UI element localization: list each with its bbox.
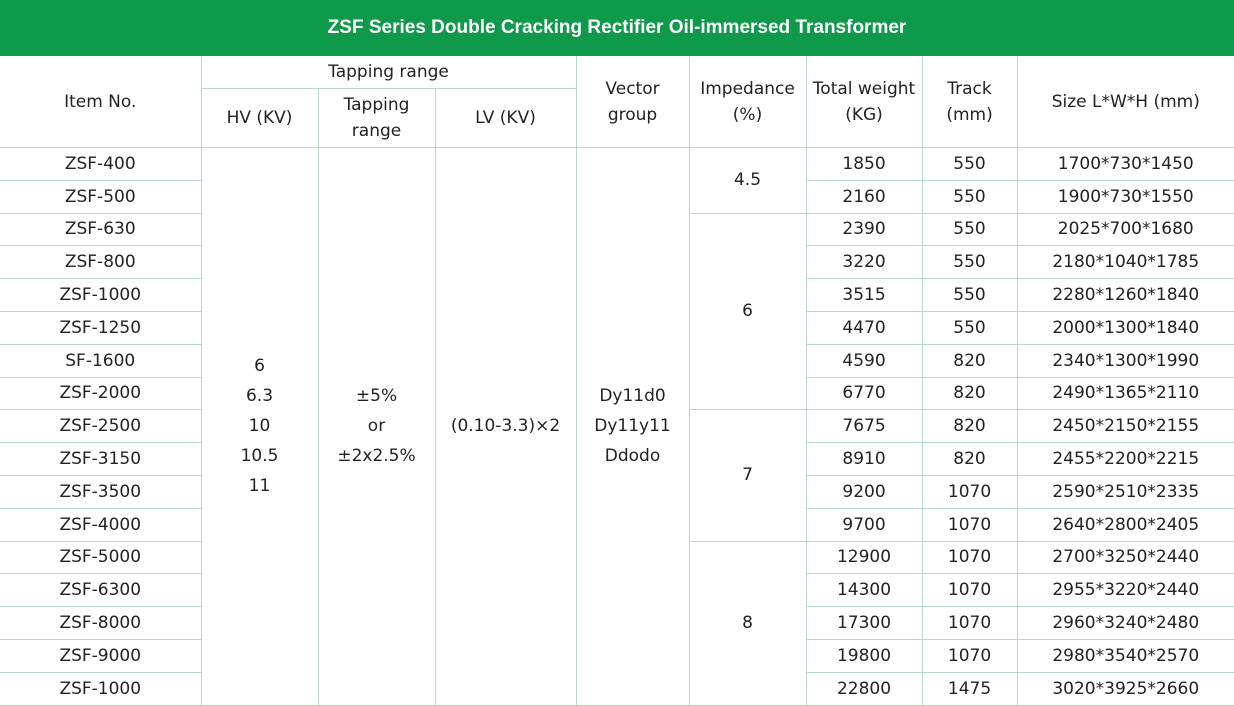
item-no-cell: ZSF-1000 <box>0 672 201 705</box>
item-no-cell: ZSF-6300 <box>0 574 201 607</box>
size-cell: 2960*3240*2480 <box>1017 607 1234 640</box>
total-weight-cell: 7675 <box>806 410 922 443</box>
track-cell: 820 <box>922 344 1017 377</box>
track-cell: 820 <box>922 443 1017 476</box>
header-lv: LV (KV) <box>435 89 576 148</box>
track-cell: 1475 <box>922 672 1017 705</box>
item-no-cell: ZSF-3150 <box>0 443 201 476</box>
table-body <box>0 148 1234 706</box>
total-weight-cell: 3515 <box>806 279 922 312</box>
header-impedance: Impedance (%) <box>689 56 806 148</box>
table-title: ZSF Series Double Cracking Rectifier Oil-immersed Transformer <box>0 0 1234 56</box>
total-weight-cell: 12900 <box>806 541 922 574</box>
track-cell: 1070 <box>922 475 1017 508</box>
track-cell: 550 <box>922 311 1017 344</box>
header-size: Size L*W*H (mm) <box>1017 56 1234 148</box>
size-cell: 1700*730*1450 <box>1017 148 1234 181</box>
size-cell: 3020*3925*2660 <box>1017 672 1234 705</box>
size-cell: 2000*1300*1840 <box>1017 311 1234 344</box>
total-weight-cell: 9200 <box>806 475 922 508</box>
total-weight-cell: 4470 <box>806 311 922 344</box>
item-no-cell: ZSF-3500 <box>0 475 201 508</box>
track-cell: 550 <box>922 148 1017 181</box>
impedance-cell: 8 <box>689 541 806 705</box>
track-cell: 1070 <box>922 541 1017 574</box>
header-hv: HV (KV) <box>201 89 318 148</box>
impedance-cell: 7 <box>689 410 806 541</box>
header-tapping-range: Tapping range <box>318 89 435 148</box>
item-no-cell: ZSF-1250 <box>0 311 201 344</box>
item-no-cell: ZSF-400 <box>0 148 201 181</box>
total-weight-cell: 2390 <box>806 213 922 246</box>
item-no-cell: ZSF-2500 <box>0 410 201 443</box>
item-no-cell: ZSF-4000 <box>0 508 201 541</box>
total-weight-cell: 8910 <box>806 443 922 476</box>
size-cell: 2340*1300*1990 <box>1017 344 1234 377</box>
size-cell: 2955*3220*2440 <box>1017 574 1234 607</box>
track-cell: 1070 <box>922 574 1017 607</box>
item-no-cell: ZSF-500 <box>0 180 201 213</box>
vector-group-cell: Dy11d0 Dy11y11 Ddodo <box>576 148 689 706</box>
size-cell: 2640*2800*2405 <box>1017 508 1234 541</box>
lv-cell: (0.10-3.3)×2 <box>435 148 576 706</box>
header-item-no: Item No. <box>0 56 201 148</box>
total-weight-cell: 6770 <box>806 377 922 410</box>
total-weight-cell: 17300 <box>806 607 922 640</box>
size-cell: 2455*2200*2215 <box>1017 443 1234 476</box>
size-cell: 2450*2150*2155 <box>1017 410 1234 443</box>
header-tapping-group: Tapping range <box>201 56 576 89</box>
size-cell: 2980*3540*2570 <box>1017 639 1234 672</box>
item-no-cell: ZSF-9000 <box>0 639 201 672</box>
track-cell: 820 <box>922 410 1017 443</box>
track-cell: 550 <box>922 246 1017 279</box>
track-cell: 550 <box>922 279 1017 312</box>
total-weight-cell: 4590 <box>806 344 922 377</box>
total-weight-cell: 22800 <box>806 672 922 705</box>
header-total-weight: Total weight (KG) <box>806 56 922 148</box>
header-track: Track (mm) <box>922 56 1017 148</box>
table-row <box>0 148 1234 181</box>
track-cell: 550 <box>922 180 1017 213</box>
size-cell: 2280*1260*1840 <box>1017 279 1234 312</box>
total-weight-cell: 3220 <box>806 246 922 279</box>
track-cell: 1070 <box>922 508 1017 541</box>
item-no-cell: ZSF-5000 <box>0 541 201 574</box>
total-weight-cell: 1850 <box>806 148 922 181</box>
size-cell: 2180*1040*1785 <box>1017 246 1234 279</box>
size-cell: 1900*730*1550 <box>1017 180 1234 213</box>
size-cell: 2590*2510*2335 <box>1017 475 1234 508</box>
size-cell: 2025*700*1680 <box>1017 213 1234 246</box>
item-no-cell: ZSF-8000 <box>0 607 201 640</box>
size-cell: 2700*3250*2440 <box>1017 541 1234 574</box>
track-cell: 1070 <box>922 639 1017 672</box>
track-cell: 550 <box>922 213 1017 246</box>
item-no-cell: SF-1600 <box>0 344 201 377</box>
total-weight-cell: 19800 <box>806 639 922 672</box>
total-weight-cell: 14300 <box>806 574 922 607</box>
total-weight-cell: 2160 <box>806 180 922 213</box>
track-cell: 820 <box>922 377 1017 410</box>
item-no-cell: ZSF-1000 <box>0 279 201 312</box>
item-no-cell: ZSF-2000 <box>0 377 201 410</box>
size-cell: 2490*1365*2110 <box>1017 377 1234 410</box>
impedance-cell: 4.5 <box>689 148 806 214</box>
item-no-cell: ZSF-800 <box>0 246 201 279</box>
item-no-cell: ZSF-630 <box>0 213 201 246</box>
track-cell: 1070 <box>922 607 1017 640</box>
hv-cell: 6 6.3 10 10.5 11 <box>201 148 318 706</box>
total-weight-cell: 9700 <box>806 508 922 541</box>
tapping-range-cell: ±5% or ±2x2.5% <box>318 148 435 706</box>
header-vector-group: Vector group <box>576 56 689 148</box>
spec-table <box>0 56 1234 706</box>
impedance-cell: 6 <box>689 213 806 410</box>
